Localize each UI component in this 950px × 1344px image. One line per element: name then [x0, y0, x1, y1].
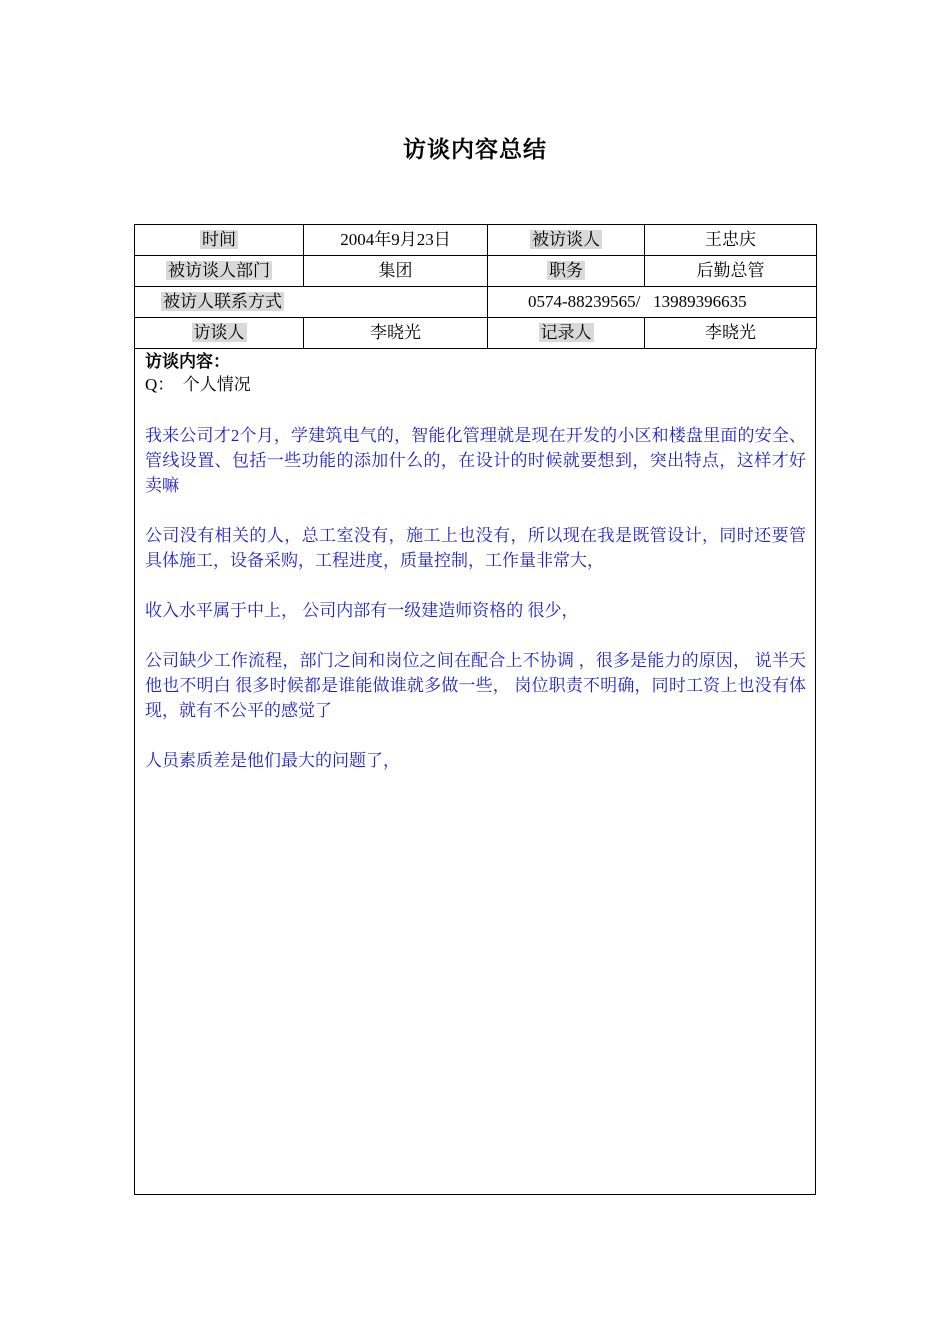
recorder-value: 李晓光 — [645, 318, 817, 349]
interviewer-label-cell — [135, 318, 304, 349]
contact-label-cell — [135, 287, 488, 318]
recorder-label: 记录人 — [540, 323, 592, 342]
interviewee-label: 被访谈人 — [532, 230, 600, 249]
time-value: 2004年9月23日 — [304, 225, 488, 256]
time-label: 时间 — [202, 230, 236, 249]
position-label: 职务 — [549, 261, 583, 280]
time-label-cell — [135, 225, 304, 256]
interviewer-label: 访谈人 — [193, 323, 245, 342]
answer-paragraph: 人员素质差是他们最大的问题了， — [145, 751, 400, 770]
interviewer-value: 李晓光 — [304, 318, 488, 349]
position-label-cell — [488, 256, 645, 287]
question-line: Q： 个人情况 — [145, 375, 251, 394]
dept-label: 被访谈人部门 — [168, 261, 270, 280]
contact-label: 被访人联系方式 — [163, 292, 282, 311]
answer-paragraph: 收入水平属于中上， 公司内部有一级建造师资格的 很少， — [145, 601, 579, 620]
dept-label-cell — [135, 256, 304, 287]
answer-paragraph: 我来公司才2个月，学建筑电气的，智能化管理就是现在开发的小区和楼盘里面的安全、管线设置、包括一些功能的添加什么的，在设计的时候就要想到，突出特点，这样才好卖嘛 — [145, 426, 806, 495]
interviewee-label-cell — [488, 225, 645, 256]
contact-value: 0574-88239565/ 13989396635 — [488, 287, 817, 318]
table-row — [135, 287, 817, 318]
table-row — [135, 225, 817, 256]
recorder-label-cell — [488, 318, 645, 349]
interview-content-box — [134, 348, 816, 1195]
interviewee-value: 王忠庆 — [645, 225, 817, 256]
dept-value: 集团 — [304, 256, 488, 287]
position-value: 后勤总管 — [645, 256, 817, 287]
answer-paragraph: 公司没有相关的人，总工室没有，施工上也没有，所以现在我是既管设计，同时还要管具体施工，设备采购，工程进度，质量控制，工作量非常大， — [145, 526, 806, 570]
answer-paragraph: 公司缺少工作流程，部门之间和岗位之间在配合上不协调 ，很多是能力的原因， 说半天他也不明白 很多时候都是谁能做谁就多做一些， 岗位职责不明确，同时工资上也没有体现，就有不公平的感觉了 — [145, 651, 806, 720]
table-row — [135, 256, 817, 287]
answer-list — [145, 423, 806, 798]
table-row — [135, 318, 817, 349]
interview-info-table — [134, 224, 817, 349]
document-title: 访谈内容总结 — [403, 137, 547, 163]
content-heading: 访谈内容： — [145, 352, 230, 372]
